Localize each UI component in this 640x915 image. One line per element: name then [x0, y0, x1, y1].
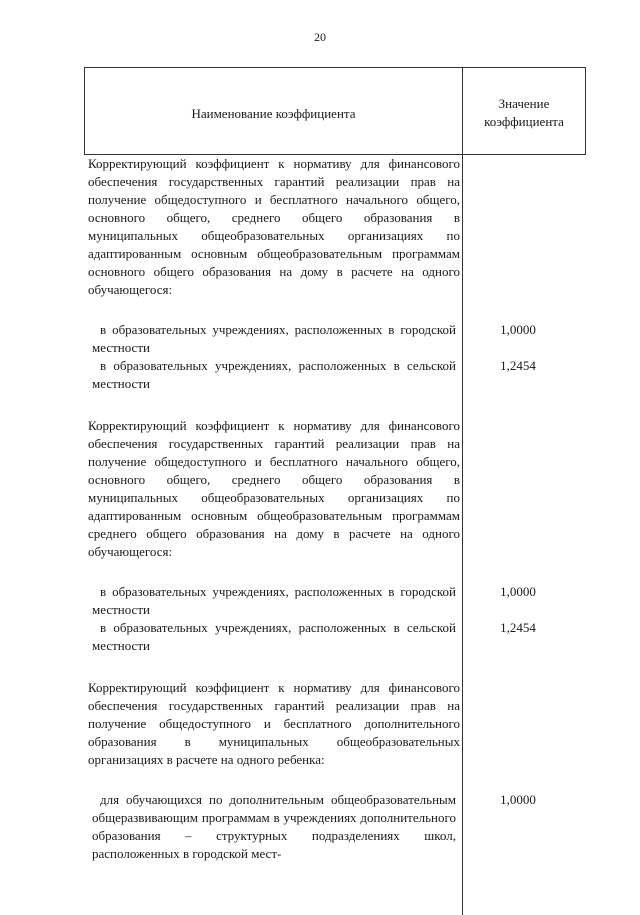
header-name-column: Наименование коэффициента: [85, 68, 463, 154]
section-rows: [84, 791, 586, 863]
row-description: в образовательных учреждениях, расположенных в сельской местности: [92, 358, 456, 391]
section-rows: [84, 583, 586, 655]
page-number: 20: [314, 30, 326, 44]
header-value-column: Значение коэффициента: [484, 96, 564, 129]
table-row: [84, 357, 586, 393]
row-description: в образовательных учреждениях, расположенных в сельской местности: [92, 620, 456, 653]
coefficients-table: [84, 67, 586, 887]
table-body: [84, 155, 586, 863]
row-value: 1,2454: [500, 620, 536, 635]
row-description: в образовательных учреждениях, расположенных в городской местности: [92, 322, 456, 355]
row-value: 1,2454: [500, 358, 536, 373]
table-row: [84, 321, 586, 357]
table-section: [84, 679, 586, 863]
row-value: 1,0000: [500, 322, 536, 337]
section-rows: [84, 321, 586, 393]
table-row: [84, 583, 586, 619]
table-section: [84, 417, 586, 655]
section-description: Корректирующий коэффициент к нормативу для финансового обеспечения государственных гарантий реализации прав на получение общедоступного и бесплатного дополнительного образования в муниципальных общеобразовательных организациях в расчете на одного ребенка:: [88, 680, 460, 767]
row-value: 1,0000: [500, 792, 536, 807]
row-description: в образовательных учреждениях, расположенных в городской местности: [92, 584, 456, 617]
row-description: для обучающихся по дополнительным общеобразовательным общеразвивающим программам в учреждениях дополнительного образования – структурных подразделениях школ, расположенных в городской мест-: [92, 792, 456, 861]
table-row: [84, 619, 586, 655]
table-row: [84, 791, 586, 863]
row-value: 1,0000: [500, 584, 536, 599]
section-description: Корректирующий коэффициент к нормативу для финансового обеспечения государственных гарантий реализации прав на получение общедоступного и бесплатного начального общего, основного общего, среднего общего образования в муниципальных общеобразовательных организациях по адаптированным основным общеобразовательным программам среднего общего образования на дому в расчете на одного обучающегося:: [88, 418, 460, 559]
table-section: [84, 155, 586, 393]
table-header: [84, 67, 586, 155]
section-description: Корректирующий коэффициент к нормативу для финансового обеспечения государственных гарантий реализации прав на получение общедоступного и бесплатного начального общего, основного общего, среднего общего образования в муниципальных общеобразовательных организациях по адаптированным основным общеобразовательным программам основного общего образования на дому в расчете на одного обучающегося:: [88, 156, 460, 297]
